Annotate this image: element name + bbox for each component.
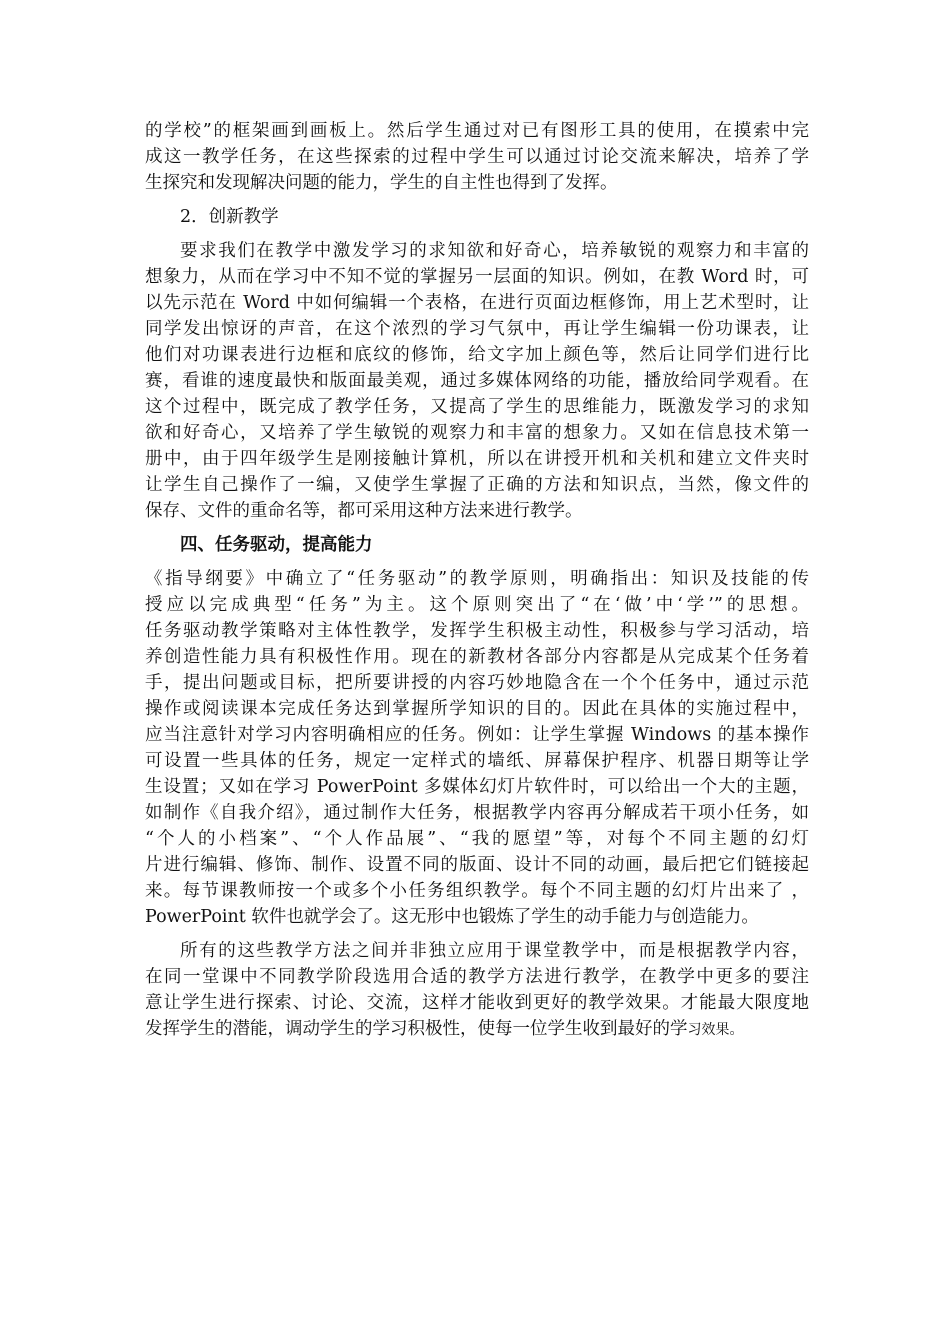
text-line: 任务驱动教学策略对主体性教学，发挥学生积极主动性，积极参与学习活动，培 — [145, 621, 809, 641]
text-line: 想象力，从而在学习中不知不觉的掌握另一层面的知识。例如，在教 Word 时，可 — [145, 267, 809, 287]
text-line: 要求我们在教学中激发学习的求知欲和好奇心，培养敏锐的观察力和丰富的 — [180, 241, 809, 261]
text-line: 让学生自己操作了一编，又使学生掌握了正确的方法和知识点，当然，像文件的 — [145, 475, 809, 495]
text-line: 手，提出问题或目标，把所要讲授的内容巧妙地隐含在一个个任务中，通过示范 — [145, 673, 809, 693]
text-line: 授应以完成典型“任务”为主。这个原则突出了“在‘做’中‘学’”的思想。 — [145, 595, 809, 615]
subsection-heading: 2．创新教学 — [180, 207, 279, 227]
paragraph-2 — [145, 238, 809, 524]
text-line: 生设置；又如在学习 PowerPoint 多媒体幻灯片软件时，可以给出一个大的主题， — [145, 777, 809, 797]
text-line: 保存、文件的重命名等，都可采用这种方法来进行教学。 — [145, 501, 583, 521]
text-line: PowerPoint 软件也就学会了。这无形中也锻炼了学生的动手能力与创造能力。 — [145, 907, 759, 927]
text-line: 可设置一些具体的任务，规定一定样式的墙纸、屏幕保护程序、机器日期等让学 — [145, 751, 809, 771]
text-line: 意让学生进行探索、讨论、交流，这样才能收到更好的教学效果。才能最大限度地 — [145, 993, 809, 1013]
paragraph-4 — [145, 938, 809, 1042]
text-line: 操作或阅读课本完成任务达到掌握所学知识的目的。因此在具体的实施过程中， — [145, 699, 809, 719]
text-line-main: 发挥学生的潜能，调动学生的学习积极性，使每一位学生收到最好的学 — [145, 1019, 688, 1039]
text-line: “个人的小档案”、“个人作品展”、“我的愿望”等，对每个不同主题的幻灯 — [145, 829, 809, 849]
text-line: 以先示范在 Word 中如何编辑一个表格，在进行页面边框修饰，用上艺术型时，让 — [145, 293, 809, 313]
text-line: 的学校”的框架画到画板上。然后学生通过对已有图形工具的使用，在摸索中完 — [145, 121, 809, 141]
text-line: 所有的这些教学方法之间并非独立应用于课堂教学中，而是根据教学内容， — [180, 941, 809, 961]
text-line: 应当注意针对学习内容明确相应的任务。例如：让学生掌握 Windows 的基本操作 — [145, 725, 809, 745]
text-line: 养创造性能力具有积极性作用。现在的新教材各部分内容都是从完成某个任务着 — [145, 647, 809, 667]
text-line: 赛，看谁的速度最快和版面最美观，通过多媒体网络的功能，播放给同学观看。在 — [145, 371, 809, 391]
paragraph-1 — [145, 118, 809, 196]
text-line: 《指导纲要》中确立了“任务驱动”的教学原则，明确指出：知识及技能的传 — [145, 569, 809, 589]
text-line: 这个过程中，既完成了教学任务，又提高了学生的思维能力，既激发学习的求知 — [145, 397, 809, 417]
paragraph-3 — [145, 566, 809, 930]
text-line: 册中，由于四年级学生是刚接触计算机，所以在讲授开机和关机和建立文件夹时 — [145, 449, 809, 469]
text-line: 片进行编辑、修饰、制作、设置不同的版面、设计不同的动画，最后把它们链接起 — [145, 855, 809, 875]
text-line: 来。每节课教师按一个或多个小任务组织教学。每个不同主题的幻灯片出来了 ， — [145, 881, 809, 901]
text-line: 同学发出惊讶的声音，在这个浓烈的学习气氛中，再让学生编辑一份功课表，让 — [145, 319, 809, 339]
text-line: 他们对功课表进行边框和底纹的修饰，给文字加上颜色等，然后让同学们进行比 — [145, 345, 809, 365]
document-page — [145, 118, 809, 1042]
text-line: 生探究和发现解决问题的能力，学生的自主性也得到了发挥。 — [145, 173, 618, 193]
text-line-small: 习效果。 — [687, 1022, 744, 1038]
text-line — [145, 1016, 809, 1042]
text-line: 欲和好奇心，又培养了学生敏锐的观察力和丰富的想象力。又如在信息技术第一 — [145, 423, 809, 443]
section-heading: 四、任务驱动，提高能力 — [180, 535, 373, 555]
text-line: 在同一堂课中不同教学阶段选用合适的教学方法进行教学，在教学中更多的要注 — [145, 967, 809, 987]
text-line: 如制作《自我介绍》，通过制作大任务，根据教学内容再分解成若干项小任务，如 — [145, 803, 809, 823]
text-line: 成这一教学任务，在这些探索的过程中学生可以通过讨论交流来解决，培养了学 — [145, 147, 809, 167]
